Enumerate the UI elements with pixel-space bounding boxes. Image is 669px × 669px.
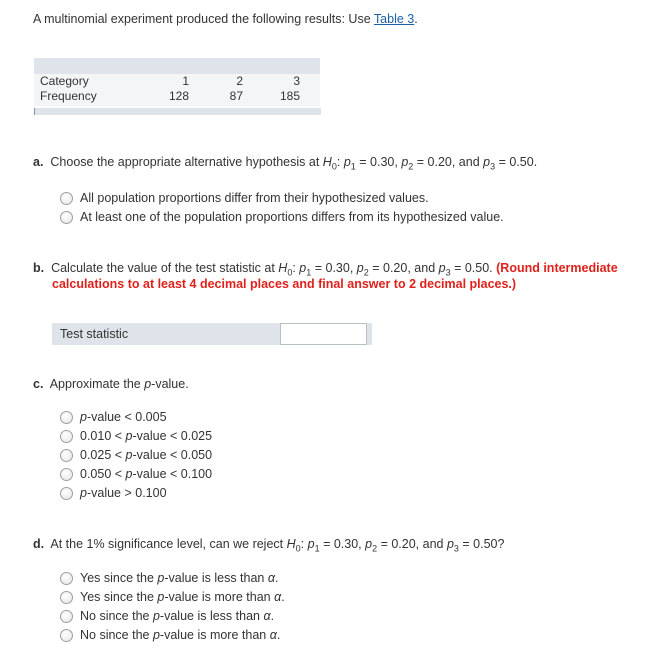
table-header-band bbox=[34, 58, 320, 74]
frequency-cell: 87 bbox=[229, 89, 243, 103]
radio-button[interactable] bbox=[60, 591, 73, 604]
radio-button[interactable] bbox=[60, 610, 73, 623]
table-footer-band bbox=[34, 108, 321, 115]
question-d: d. At the 1% significance level, can we reject $H_0$: $p_1 = 0.30$, $p_2 = 0.20$, and $p_3 = 0.50$? bbox=[33, 537, 505, 554]
question-a: a. Choose the appropriate alternative hypothesis at $H_0$: $p_1 = 0.30$, $p_2 = 0.20$, and $p_3 = 0.50$. bbox=[33, 155, 538, 172]
test-statistic-input[interactable] bbox=[280, 323, 367, 345]
radio-button[interactable] bbox=[60, 572, 73, 585]
radio-button[interactable] bbox=[60, 430, 73, 443]
frequency-table bbox=[34, 58, 320, 118]
table-3-link[interactable]: Table 3 bbox=[373, 12, 415, 26]
question-b: b. Calculate the value of the test statistic at $H_0$: $p_1 = 0.30$, $p_2 = 0.20$, and $p_3 = 0.50$. (Round intermediate bbox=[33, 261, 618, 278]
category-cell: 2 bbox=[236, 74, 243, 88]
radio-button[interactable] bbox=[60, 411, 73, 424]
radio-button[interactable] bbox=[60, 211, 73, 224]
intro-text: A multinomial experiment produced the following results: Use Table 3. bbox=[33, 12, 418, 26]
question-c: c. Approximate the p-value. bbox=[33, 377, 189, 391]
frequency-cell: 128 bbox=[168, 89, 189, 103]
radio-button[interactable] bbox=[60, 468, 73, 481]
frequency-cell: 185 bbox=[279, 89, 300, 103]
category-cell: 3 bbox=[293, 74, 300, 88]
frequency-row-label: Frequency bbox=[40, 89, 97, 103]
category-row-label: Category bbox=[40, 74, 89, 88]
rounding-instruction: calculations to at least 4 decimal places and final answer to 2 decimal places.) bbox=[52, 277, 517, 291]
test-statistic-label: Test statistic bbox=[60, 327, 129, 341]
radio-button[interactable] bbox=[60, 629, 73, 642]
radio-button[interactable] bbox=[60, 487, 73, 500]
radio-button[interactable] bbox=[60, 192, 73, 205]
radio-button[interactable] bbox=[60, 449, 73, 462]
category-cell: 1 bbox=[182, 74, 189, 88]
